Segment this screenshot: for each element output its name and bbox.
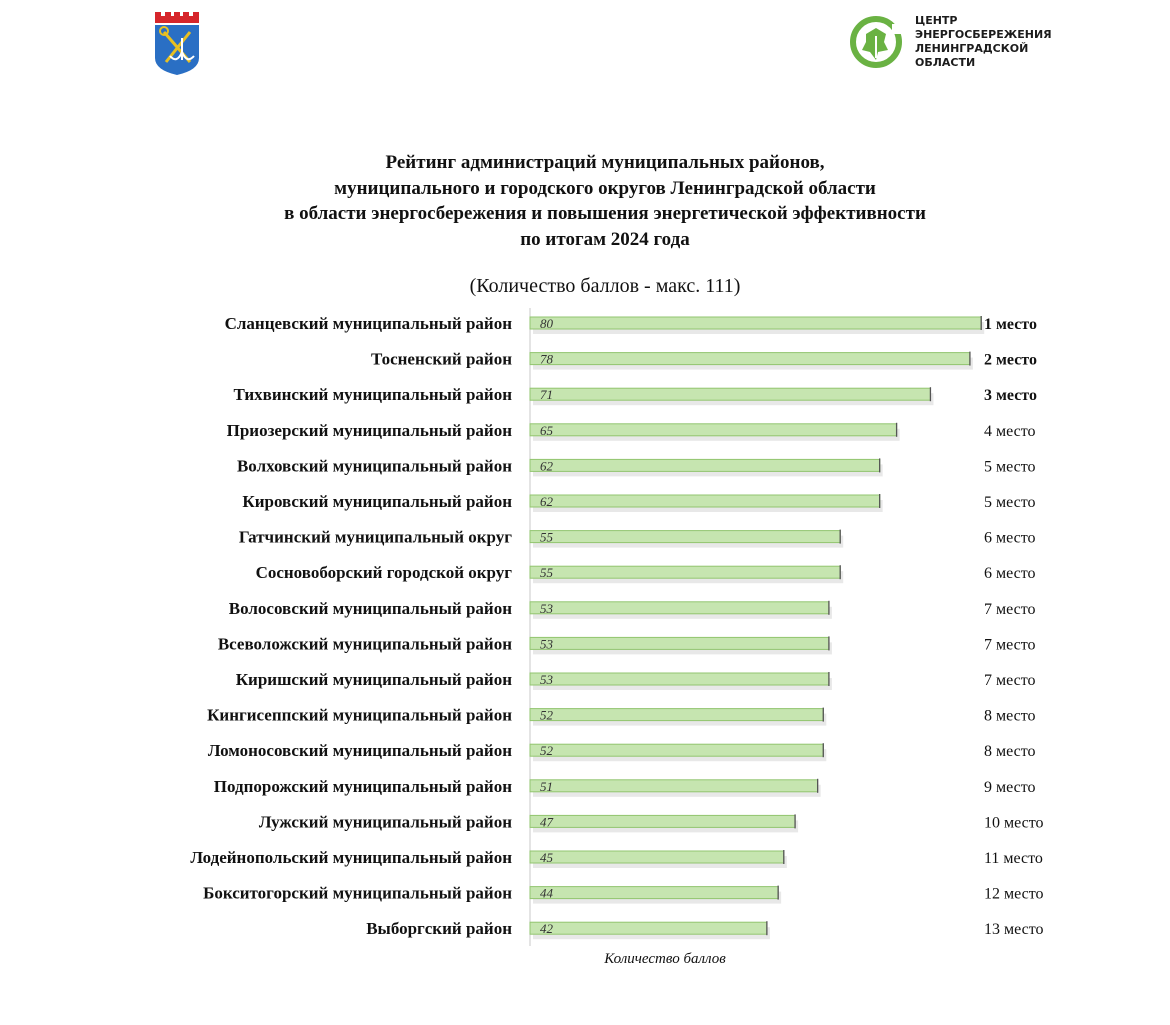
chart-title-line: в области энергосбережения и повышения энергетической эффективности	[284, 203, 926, 224]
rank-annotation: 6 место	[984, 565, 1036, 583]
category-label: Киришский муниципальный район	[235, 670, 512, 689]
category-label: Тихвинский муниципальный район	[233, 385, 512, 405]
org-line: ЛЕНИНГРАДСКОЙ	[915, 42, 1029, 55]
bar	[530, 531, 840, 543]
bar	[530, 424, 897, 436]
rank-annotation: 1 место	[984, 316, 1037, 333]
bar	[530, 636, 829, 652]
category-label: Кировский муниципальный район	[242, 492, 512, 511]
bar-data-label: 62	[540, 458, 553, 474]
bar-data-label: 51	[540, 778, 553, 794]
category-label: Бокситогорский муниципальный район	[203, 883, 512, 903]
rank-annotation: 11 место	[984, 850, 1043, 867]
category-label: Ломоносовский муниципальный район	[207, 741, 512, 761]
category-label: Волховский муниципальный район	[236, 456, 512, 476]
rank-annotation: 8 место	[984, 743, 1036, 761]
bar	[530, 495, 880, 507]
rank-annotation: 3 место	[984, 387, 1037, 405]
rank-annotation: 6 место	[984, 529, 1036, 547]
bar-data-label: 62	[540, 494, 553, 509]
rank-annotation: 7 место	[984, 600, 1036, 618]
category-label: Сосновоборский городской округ	[255, 563, 512, 583]
bar-data-label: 65	[540, 422, 553, 438]
bar	[530, 851, 784, 863]
bar	[530, 814, 795, 830]
category-label: Подпорожский муниципальный район	[213, 776, 512, 796]
bar	[530, 458, 880, 474]
bar	[530, 317, 981, 329]
chart-subtitle: (Количество баллов - макс. 111)	[469, 275, 741, 297]
bar-data-label: 44	[540, 885, 553, 901]
bar-data-label: 71	[540, 387, 553, 403]
rank-annotation: 9 место	[984, 778, 1036, 796]
bar	[530, 387, 930, 403]
category-label: Лужский муниципальный район	[258, 812, 512, 832]
rank-annotation: 2 место	[984, 351, 1037, 369]
category-label: Лодейнопольский муниципальный район	[190, 848, 512, 867]
bar-data-label: 42	[540, 921, 553, 937]
bar-data-label: 45	[540, 850, 553, 865]
chart-title-line: Рейтинг администраций муниципальных районов,	[385, 152, 825, 173]
bar	[530, 673, 829, 685]
bar-data-label: 55	[540, 529, 553, 545]
bar-data-label: 52	[540, 707, 553, 723]
bar-data-label: 47	[540, 814, 553, 830]
category-label: Гатчинский муниципальный округ	[238, 527, 512, 547]
org-line: ЭНЕРГОСБЕРЕЖЕНИЯ	[915, 28, 1052, 41]
rank-annotation: 7 место	[984, 636, 1036, 654]
x-axis-label: Количество баллов	[604, 951, 726, 967]
category-label: Выборгский район	[366, 919, 512, 939]
chart-title-line: по итогам 2024 года	[520, 228, 690, 250]
bar-data-label: 53	[540, 672, 553, 687]
category-label: Сланцевский муниципальный район	[224, 314, 512, 333]
bar-data-label: 80	[540, 316, 553, 331]
chart-title-line: муниципального и городского округов Ленинградской области	[334, 177, 876, 199]
bar	[530, 353, 970, 365]
bar-data-label: 53	[540, 636, 553, 652]
rank-annotation: 5 место	[984, 458, 1036, 476]
bar-data-label: 55	[540, 565, 553, 581]
org-line: ОБЛАСТИ	[915, 56, 976, 69]
bar-data-label: 52	[540, 743, 553, 759]
rank-annotation: 4 место	[984, 422, 1036, 440]
rank-annotation: 13 место	[984, 921, 1044, 939]
category-label: Всеволожский муниципальный район	[217, 634, 512, 654]
rank-annotation: 7 место	[984, 672, 1036, 689]
category-label: Тосненский район	[371, 349, 512, 369]
bar	[530, 780, 818, 792]
bar	[530, 565, 840, 581]
bar	[530, 743, 823, 759]
org-line: ЦЕНТР	[915, 14, 958, 27]
category-label: Волосовский муниципальный район	[228, 598, 512, 618]
rank-annotation: 10 место	[984, 814, 1044, 832]
category-label: Приозерский муниципальный район	[226, 420, 512, 440]
bar	[530, 709, 823, 721]
bar-data-label: 78	[540, 351, 553, 367]
bar-data-label: 53	[540, 600, 553, 616]
bar	[530, 602, 829, 614]
rank-annotation: 8 место	[984, 707, 1036, 725]
category-label: Кингисеппский муниципальный район	[207, 705, 512, 725]
rank-annotation: 12 место	[984, 885, 1044, 903]
bar	[530, 887, 778, 899]
bar	[530, 921, 767, 937]
rank-annotation: 5 место	[984, 494, 1036, 511]
